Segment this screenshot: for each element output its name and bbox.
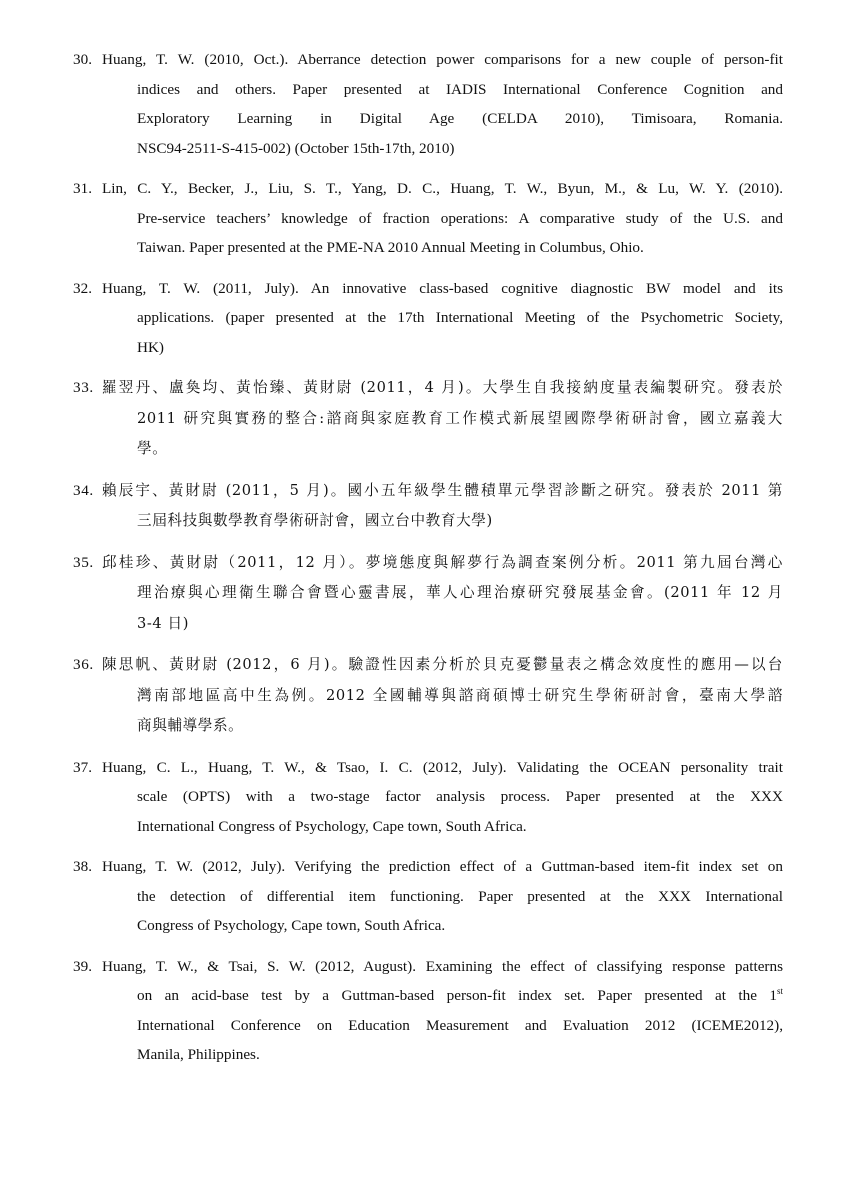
reference-entry-36 (0, 650, 849, 742)
reference-line: Exploratory Learning in Digital Age (CELDA 2010), Timisoara, Romania. (137, 110, 783, 127)
reference-number: 38. (73, 858, 92, 875)
reference-line: the detection of differential item functioning. Paper presented at the XXX International (137, 887, 783, 905)
reference-line: Huang, T. W. (2012, July). Verifying the prediction effect of a Guttman-based item-fit index set on (102, 858, 783, 875)
reference-line: Congress of Psychology, Cape town, South Africa. (137, 917, 446, 934)
reference-line: 理治療與心理衛生聯合會暨心靈書展，華人心理治療研究發展基金會。(2011 年 12 月 (137, 584, 783, 601)
reference-entry-35 (0, 548, 849, 640)
reference-line: Taiwan. Paper presented at the PME-NA 2010 Annual Meeting in Columbus, Ohio. (137, 239, 644, 256)
reference-line: International Congress of Psychology, Cape town, South Africa. (137, 817, 527, 835)
reference-line: Pre-service teachers’ knowledge of fraction operations: A comparative study of the U.S. and (137, 209, 783, 227)
reference-line: 三屆科技與數學教育學術研討會，國立台中教育大學) (137, 512, 493, 529)
reference-line: Huang, C. L., Huang, T. W., & Tsao, I. C. (2012, July). Validating the OCEAN personality trait (102, 758, 783, 776)
reference-line: 邱桂珍、黃財尉（2011，12 月）。夢境態度與解夢行為調查案例分析。2011 第九屆台灣心 (102, 553, 783, 571)
reference-number: 35. (73, 553, 94, 571)
reference-entry-38 (0, 852, 849, 941)
reference-number: 33. (73, 379, 94, 396)
reference-number: 34. (73, 481, 94, 499)
reference-entry-33 (0, 373, 849, 465)
reference-line: 賴辰宇、黃財尉 (2011，5 月)。國小五年級學生體積單元學習診斷之研究。發表於 2011 第 (102, 481, 783, 499)
reference-line: 灣南部地區高中生為例。2012 全國輔導與諮商碩博士研究生學術研討會，臺南大學諮 (137, 686, 783, 704)
reference-line: Huang, T. W. (2011, July). An innovative class-based cognitive diagnostic BW model and its (102, 279, 783, 297)
reference-line: Huang, T. W. (2010, Oct.). Aberrance detection power comparisons for a new couple of person-fit (102, 51, 783, 68)
reference-number: 36. (73, 656, 94, 673)
reference-line: Lin, C. Y., Becker, J., Liu, S. T., Yang, D. C., Huang, T. W., Byun, M., & Lu, W. Y. (2010). (102, 180, 783, 197)
reference-entry-37 (0, 753, 849, 842)
reference-number: 31. (73, 180, 92, 197)
reference-line: NSC94-2511-S-415-002) (October 15th-17th, 2010) (137, 139, 455, 157)
reference-line: 陳思帆、黃財尉 (2012，6 月)。驗證性因素分析於貝克憂鬱量表之構念效度性的應用—以台 (102, 656, 783, 673)
ordinal-superscript: st (776, 985, 783, 996)
reference-line: applications. (paper presented at the 17th International Meeting of the Psychometric Society, (137, 309, 783, 326)
reference-line: 商與輔導學系。 (137, 717, 244, 734)
reference-line: 3-4 日) (137, 614, 190, 632)
reference-line: 羅翌丹、盧奐均、黃怡臻、黃財尉 (2011，4 月)。大學生自我接納度量表編製研究。發表於 (102, 379, 783, 396)
reference-number: 30. (73, 51, 92, 68)
reference-line: 學。 (137, 440, 168, 457)
reference-line-with-superscript (137, 981, 783, 1011)
reference-number: 39. (73, 957, 92, 975)
reference-line: Huang, T. W., & Tsai, S. W. (2012, August). Examining the effect of classifying response patterns (102, 957, 783, 975)
reference-number: 37. (73, 758, 92, 776)
reference-entry-32 (0, 274, 849, 363)
reference-entry-34 (0, 476, 849, 537)
reference-entry-31 (0, 174, 849, 263)
reference-list (0, 45, 849, 1081)
reference-line-text: on an acid-base test by a Guttman-based person-fit index set. Paper presented at the 1 (137, 987, 777, 1004)
reference-line: Manila, Philippines. (137, 1046, 260, 1063)
reference-line: scale (OPTS) with a two-stage factor analysis process. Paper presented at the XXX (137, 788, 783, 805)
reference-entry-39 (0, 952, 849, 1070)
reference-line: indices and others. Paper presented at IADIS International Conference Cognition and (137, 80, 783, 98)
reference-line: HK) (137, 338, 164, 356)
reference-line: International Conference on Education Measurement and Evaluation 2012 (ICEME2012), (137, 1016, 783, 1034)
reference-line: 2011 研究與實務的整合:諮商與家庭教育工作模式新展望國際學術研討會，國立嘉義大 (137, 409, 783, 427)
reference-number: 32. (73, 279, 92, 297)
reference-entry-30 (0, 45, 849, 163)
